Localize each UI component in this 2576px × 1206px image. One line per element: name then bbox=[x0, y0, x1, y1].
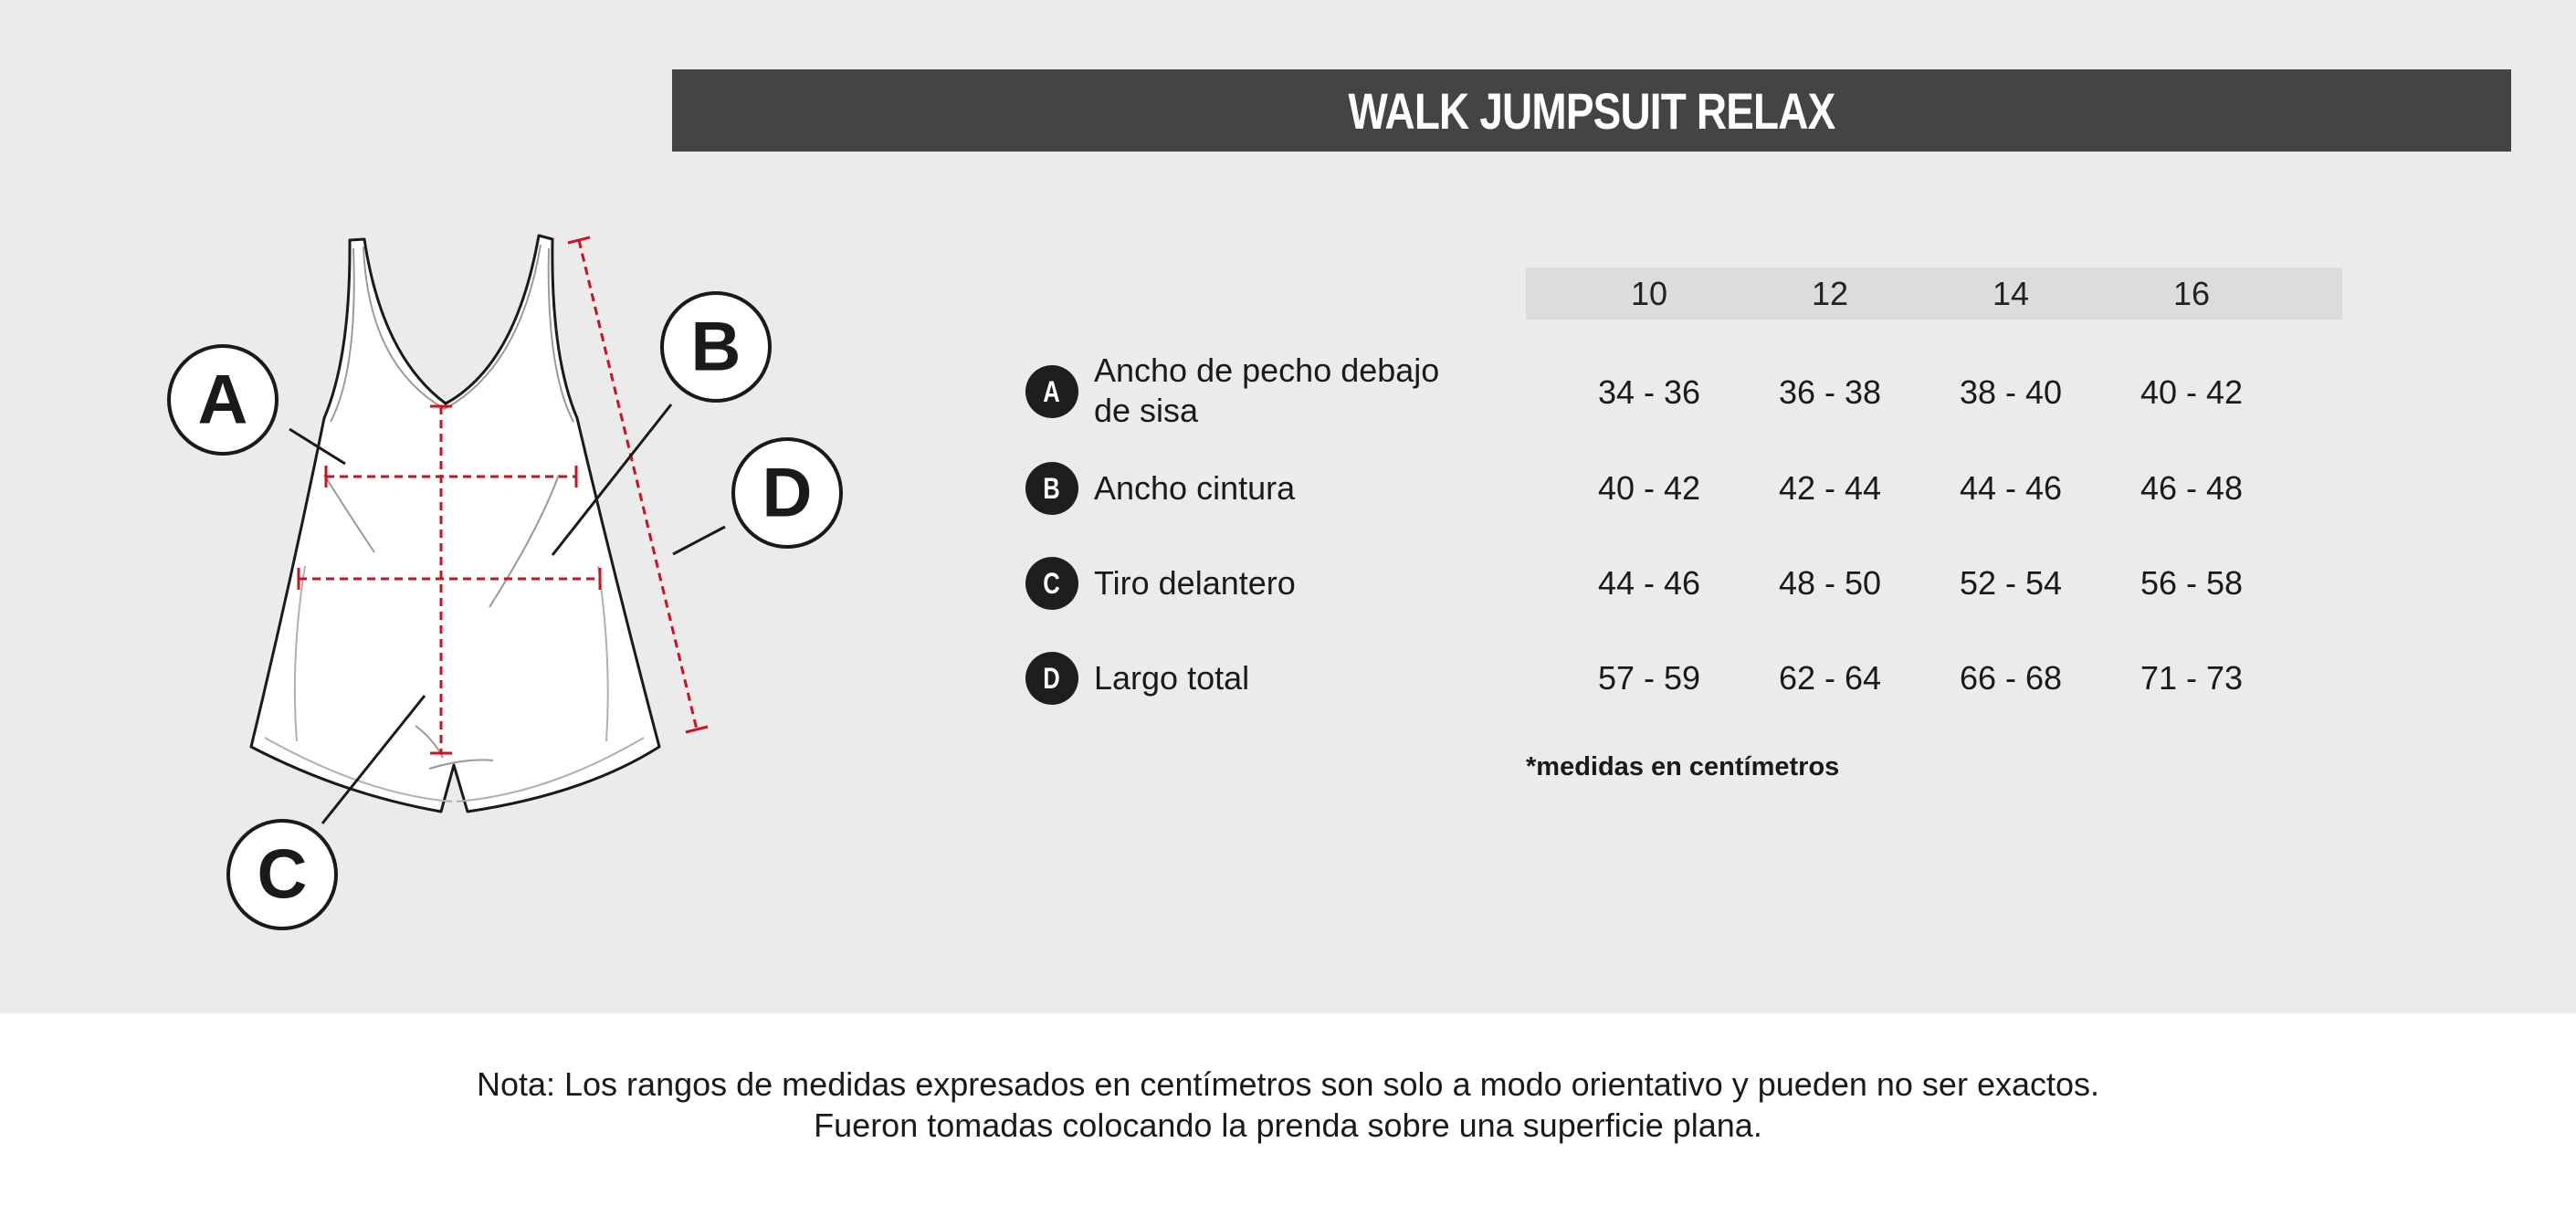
footer-note bbox=[0, 1064, 2576, 1146]
label-c bbox=[228, 821, 336, 928]
row-badge-b: B bbox=[1025, 462, 1078, 515]
row-label-c: Tiro delantero bbox=[1094, 564, 1296, 602]
label-d bbox=[733, 439, 841, 547]
svg-text:A: A bbox=[197, 361, 248, 439]
title-bar bbox=[672, 69, 2511, 152]
cell-d-12: 62 - 64 bbox=[1778, 659, 1882, 697]
cell-b-12: 42 - 44 bbox=[1778, 469, 1882, 507]
cell-c-14: 52 - 54 bbox=[1959, 564, 2063, 602]
cell-a-12: 36 - 38 bbox=[1778, 373, 1882, 411]
svg-text:B: B bbox=[690, 308, 741, 386]
svg-text:D: D bbox=[762, 454, 813, 532]
cell-b-14: 44 - 46 bbox=[1959, 469, 2063, 507]
size-header-14: 14 bbox=[1992, 274, 2030, 312]
row-badge-c: C bbox=[1025, 557, 1078, 610]
cell-c-12: 48 - 50 bbox=[1778, 564, 1882, 602]
size-header-12: 12 bbox=[1811, 274, 1849, 312]
label-b bbox=[662, 293, 770, 401]
cell-b-10: 40 - 42 bbox=[1597, 469, 1701, 507]
size-header-10: 10 bbox=[1630, 274, 1668, 312]
cell-c-16: 56 - 58 bbox=[2140, 564, 2244, 602]
product-title: WALK JUMPSUIT RELAX bbox=[1348, 81, 1835, 140]
label-a bbox=[169, 346, 277, 454]
garment-diagram bbox=[0, 0, 877, 968]
footer-line-1: Nota: Los rangos de medidas expresados en centímetros son solo a modo orientativo y pueden no ser exactos. bbox=[476, 1065, 2100, 1103]
row-label-b: Ancho cintura bbox=[1094, 469, 1296, 507]
size-header-16: 16 bbox=[2172, 274, 2211, 312]
row-badge-a: A bbox=[1025, 365, 1078, 418]
cell-a-16: 40 - 42 bbox=[2140, 373, 2244, 411]
row-label-d: Largo total bbox=[1094, 659, 1250, 697]
cell-d-16: 71 - 73 bbox=[2140, 659, 2244, 697]
footer-line-2: Fueron tomadas colocando la prenda sobre una superficie plana. bbox=[814, 1106, 1762, 1144]
cell-c-10: 44 - 46 bbox=[1597, 564, 1701, 602]
cell-d-14: 66 - 68 bbox=[1959, 659, 2063, 697]
units-note: *medidas en centímetros bbox=[1526, 752, 1840, 781]
cell-b-16: 46 - 48 bbox=[2140, 469, 2244, 507]
svg-text:C: C bbox=[257, 835, 308, 914]
row-label-a: Ancho de pecho debajo de sisa bbox=[1094, 351, 1440, 429]
row-badge-d: D bbox=[1025, 652, 1078, 705]
cell-a-14: 38 - 40 bbox=[1959, 373, 2063, 411]
cell-d-10: 57 - 59 bbox=[1597, 659, 1701, 697]
cell-a-10: 34 - 36 bbox=[1597, 373, 1701, 411]
